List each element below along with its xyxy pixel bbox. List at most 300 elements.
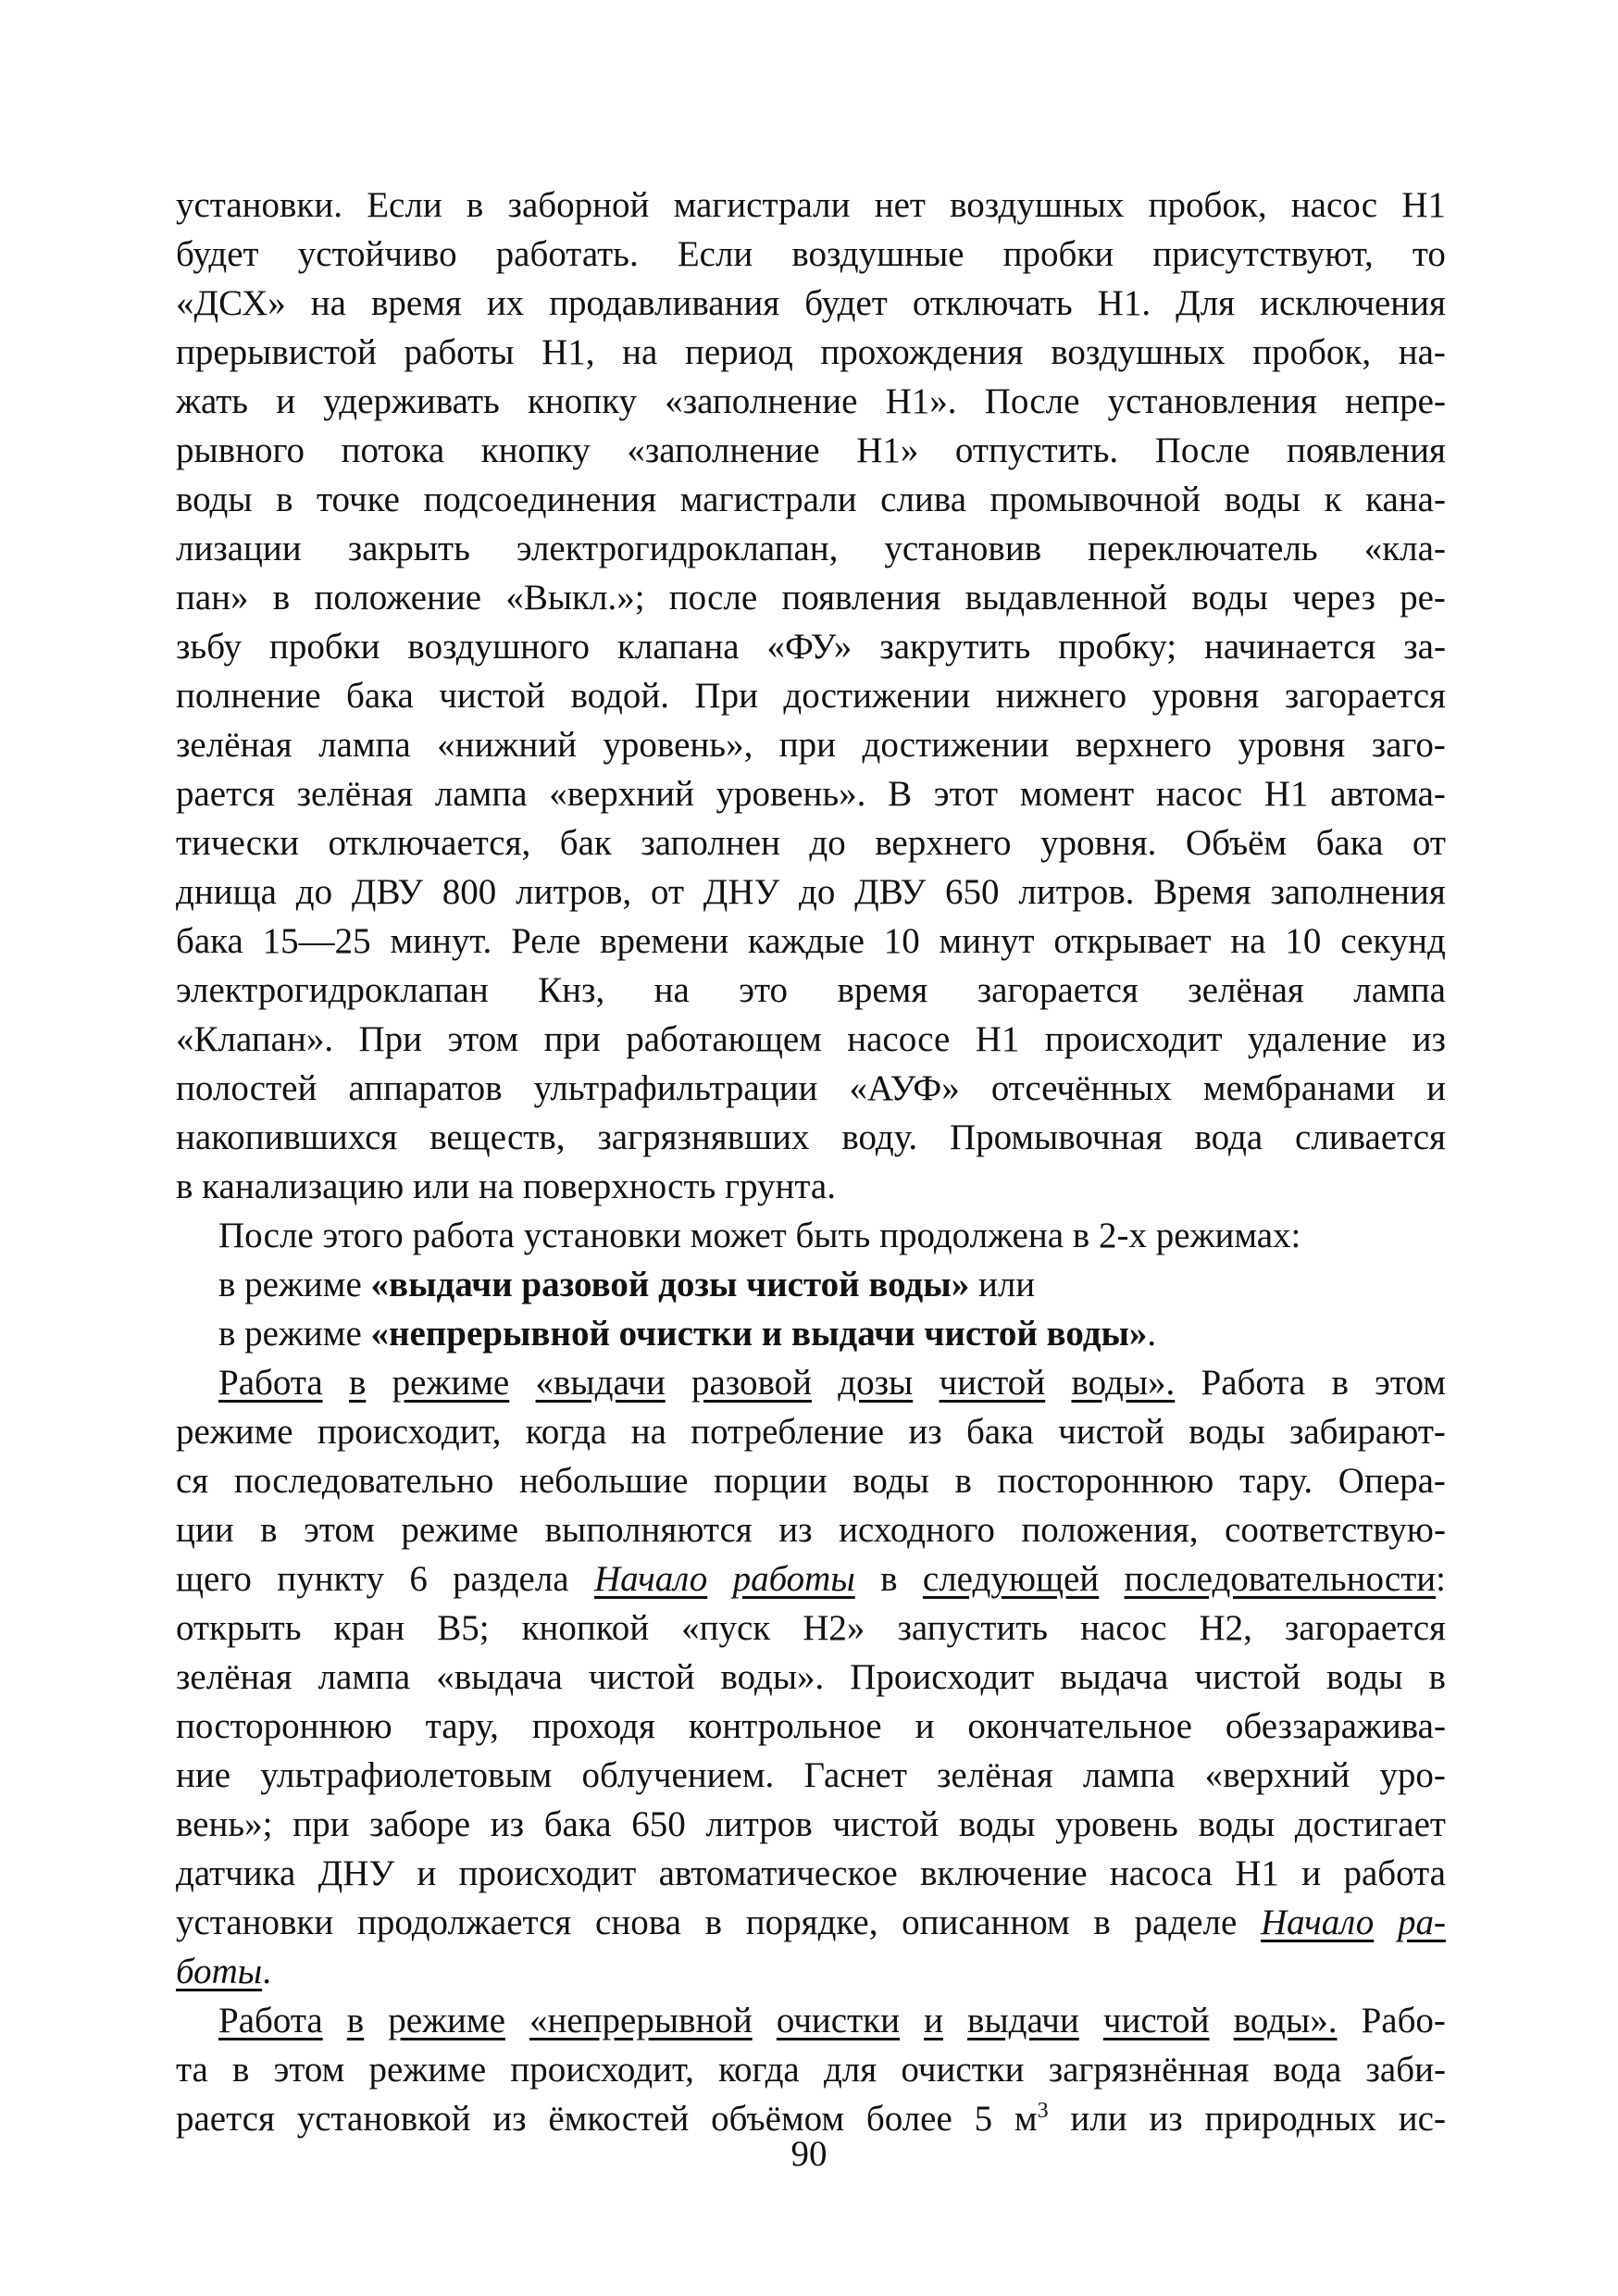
word	[481, 426, 591, 475]
word	[529, 1996, 753, 2045]
word	[1403, 622, 1446, 671]
word	[691, 1407, 884, 1456]
word-part: Опера-	[1338, 1461, 1446, 1501]
word	[791, 230, 964, 279]
word-part: 5	[974, 2099, 993, 2139]
word-part: рывного	[176, 430, 305, 470]
word-part: этот	[933, 774, 999, 814]
word	[538, 966, 604, 1015]
word	[739, 966, 788, 1015]
justified-line	[176, 867, 1446, 917]
word	[176, 2045, 208, 2094]
word	[839, 1505, 995, 1554]
word	[317, 475, 400, 524]
word	[1053, 917, 1211, 966]
word-part: «пуск	[681, 1608, 771, 1648]
word	[298, 230, 457, 279]
word-part: удерживать	[323, 381, 500, 421]
word-part: 6	[409, 1559, 428, 1599]
word-part: уровень».	[716, 774, 866, 814]
word	[641, 818, 780, 867]
word	[176, 181, 342, 230]
word-part: 800	[442, 872, 497, 912]
word-part: электрогидроклапан,	[516, 529, 839, 568]
word	[950, 181, 1124, 230]
word-part: После	[1154, 430, 1251, 470]
word-part: минут.	[390, 921, 492, 961]
word-part: на	[630, 1412, 666, 1452]
word-part: на-	[1398, 332, 1446, 372]
page-number: 90	[790, 2134, 828, 2174]
text-run: .	[262, 1952, 271, 1991]
word-part: тически	[176, 823, 299, 863]
word	[526, 1407, 607, 1456]
word-part: время	[837, 970, 928, 1010]
word	[1204, 622, 1375, 671]
word	[1316, 818, 1384, 867]
word-part: режиме	[401, 1510, 519, 1550]
word-part: «ФУ»	[766, 627, 853, 667]
word	[714, 1456, 827, 1505]
word-part: вода	[1273, 2050, 1342, 2090]
word	[234, 1456, 493, 1505]
word-part: отключать	[912, 283, 1073, 323]
word	[1051, 328, 1225, 377]
word	[1331, 1358, 1348, 1407]
word-part: постороннюю	[997, 1461, 1214, 1501]
word	[824, 2045, 877, 2094]
word-part: когда	[525, 1412, 607, 1452]
justified-line	[176, 1505, 1446, 1554]
word-part: момент	[1019, 774, 1135, 814]
word-part: воды	[958, 1804, 1036, 1844]
word	[176, 671, 321, 720]
word-part: в	[276, 480, 293, 519]
word	[1340, 917, 1446, 966]
word	[176, 377, 248, 426]
word	[311, 279, 346, 328]
word-part: уро-	[1379, 1755, 1446, 1795]
word-part: и	[1301, 1853, 1322, 1893]
word	[689, 1702, 882, 1751]
word	[1191, 573, 1268, 622]
word-part: при	[778, 725, 837, 765]
word	[1080, 1603, 1166, 1653]
word	[705, 1898, 722, 1947]
text-run: в режиме	[218, 1314, 371, 1354]
word-part: подсоединения	[423, 480, 657, 519]
word	[260, 1751, 552, 1800]
word-part: закрутить	[879, 627, 1031, 667]
word	[939, 1358, 1045, 1407]
word-part: на	[310, 283, 346, 323]
word	[600, 917, 728, 966]
word	[407, 622, 590, 671]
word	[659, 1849, 898, 1898]
word-part: от	[650, 872, 684, 912]
word-part: из	[778, 1510, 813, 1550]
justified-line	[176, 1407, 1446, 1456]
word-part: порции	[714, 1461, 828, 1501]
word	[296, 867, 332, 917]
word-part: отключается,	[328, 823, 531, 863]
word	[703, 867, 779, 917]
text-line	[176, 671, 1446, 720]
word	[417, 1849, 436, 1898]
justified-line	[176, 671, 1446, 720]
word	[879, 622, 1030, 671]
word-part: насос	[1290, 185, 1378, 225]
word	[966, 1407, 1034, 1456]
word-part: :	[1436, 1559, 1446, 1599]
word	[1225, 1505, 1446, 1554]
word-part: 3	[1037, 2099, 1049, 2123]
word-part: чистой	[832, 1804, 940, 1844]
word-part: Если	[677, 234, 753, 274]
word	[1058, 1407, 1164, 1456]
word-part: «ДСХ»	[176, 283, 286, 323]
text-line	[176, 1505, 1446, 1554]
word-part: описанном	[902, 1903, 1070, 1942]
word	[369, 2045, 487, 2094]
word-part: присутствуют,	[1152, 234, 1374, 274]
justified-line	[176, 1015, 1446, 1064]
word-part: устойчиво	[297, 234, 457, 274]
word-part: пробок,	[1252, 332, 1372, 372]
justified-line	[176, 1800, 1446, 1849]
word-part: вода	[1194, 1117, 1263, 1157]
word	[176, 1653, 292, 1702]
word-part: литров,	[516, 872, 632, 912]
word	[1270, 867, 1445, 917]
word-part: Н1	[1401, 185, 1446, 225]
word	[358, 1015, 422, 1064]
word	[505, 573, 644, 622]
justified-line	[176, 573, 1446, 622]
word-part: зелёная	[296, 774, 414, 814]
word-part: за-	[1403, 627, 1446, 667]
word-part: в	[272, 578, 291, 618]
word-part: облучением.	[581, 1755, 775, 1795]
word-part: Работа	[218, 1363, 323, 1403]
word-part: природных	[1204, 2099, 1376, 2139]
word-part: то	[1412, 234, 1446, 274]
word-part: В5;	[437, 1608, 490, 1648]
word	[545, 1505, 753, 1554]
word	[517, 524, 838, 573]
word-part: в	[954, 1461, 972, 1501]
justified-line	[176, 1064, 1446, 1113]
word	[1135, 1898, 1238, 1947]
word-part: Н1»	[856, 430, 919, 470]
word-part: работать.	[495, 234, 639, 274]
word-part: до	[809, 823, 846, 863]
word-part: в	[1093, 1903, 1111, 1942]
word	[1198, 1800, 1275, 1849]
justified-line	[176, 1653, 1446, 1702]
text-line	[176, 1898, 1446, 1947]
word	[991, 1064, 1172, 1113]
word-part: исключения	[1260, 283, 1446, 323]
word-part: от	[1412, 823, 1446, 863]
justified-line	[218, 1996, 1446, 2045]
word-part: воды».	[720, 1657, 825, 1697]
word-part: закрыть	[347, 529, 470, 568]
word	[901, 2045, 1024, 2094]
word	[1058, 622, 1176, 671]
word-part: Н1	[1263, 774, 1309, 814]
word-part: веществ,	[429, 1117, 566, 1157]
word	[176, 622, 242, 671]
word-part: Происходит	[850, 1657, 1035, 1697]
word-part: окончательное	[967, 1706, 1192, 1746]
word-part: зелёная	[176, 1657, 292, 1697]
word	[1076, 720, 1212, 769]
word	[1071, 1358, 1175, 1407]
word	[453, 1554, 568, 1603]
word-part: лампа	[317, 1657, 411, 1697]
word	[1153, 867, 1251, 917]
text-line	[176, 1554, 1446, 1603]
word-part: насос	[1155, 774, 1243, 814]
word	[491, 1800, 524, 1849]
word-part: Кнз,	[538, 970, 605, 1010]
word	[965, 573, 1168, 622]
word-part: Работа	[1201, 1363, 1306, 1403]
word	[622, 328, 657, 377]
word	[716, 769, 866, 818]
word-part: ся	[176, 1461, 209, 1501]
word	[297, 769, 414, 818]
word-part: чистой	[588, 1657, 695, 1697]
word-part: промывочной	[989, 480, 1201, 519]
word	[1238, 720, 1346, 769]
word	[369, 1800, 470, 1849]
word-part: пробок,	[1148, 185, 1267, 225]
word	[1285, 1603, 1446, 1653]
word-part: до	[799, 872, 836, 912]
word-part: соответствую-	[1225, 1510, 1446, 1550]
word-part: в	[1331, 1363, 1349, 1403]
word	[781, 573, 940, 622]
word-part: последовательности	[1124, 1559, 1437, 1599]
word-part: на	[653, 970, 690, 1010]
text-line	[176, 426, 1446, 475]
word	[1155, 426, 1251, 475]
word-part: та	[176, 2050, 208, 2090]
word	[176, 1064, 317, 1113]
word-part: «Выкл.»;	[505, 578, 645, 618]
word-part: пункту	[277, 1559, 384, 1599]
word-part: Н1	[1235, 1853, 1279, 1893]
word	[617, 622, 740, 671]
word	[691, 1358, 812, 1407]
word	[1149, 181, 1267, 230]
justified-line	[176, 1849, 1446, 1898]
word	[631, 1407, 666, 1456]
word-part: электрогидроклапан	[176, 970, 489, 1010]
word-part: кана-	[1365, 480, 1446, 519]
word-part: вень»;	[176, 1804, 273, 1844]
word	[176, 426, 305, 475]
word	[1343, 1849, 1445, 1898]
word-part: Н1,	[541, 332, 595, 372]
word	[681, 1603, 770, 1653]
word-part: установив	[884, 529, 1042, 568]
word-part: Объём	[1185, 823, 1288, 863]
word-part: «верхний	[549, 774, 694, 814]
word	[273, 573, 290, 622]
word	[665, 377, 857, 426]
word	[1018, 867, 1134, 917]
word-part: работающем	[626, 1019, 822, 1059]
word-part: ДВУ	[854, 872, 927, 912]
word-part: положения,	[1021, 1510, 1199, 1550]
word	[990, 475, 1201, 524]
word-part: чистой	[1194, 1657, 1301, 1697]
word	[570, 671, 669, 720]
word	[1110, 1849, 1213, 1898]
word	[720, 1653, 824, 1702]
word-part: и	[1426, 1068, 1446, 1108]
word-part: лизации	[176, 529, 302, 568]
text-line	[176, 1996, 1446, 2045]
word-part: и	[276, 381, 296, 421]
justified-line	[176, 181, 1446, 230]
word	[902, 1898, 1070, 1947]
word	[945, 867, 1000, 917]
word	[1040, 818, 1156, 867]
word	[1093, 1898, 1110, 1947]
word	[897, 1603, 1048, 1653]
word-part: кнопку	[480, 430, 591, 470]
word	[367, 181, 442, 230]
text-line	[176, 1064, 1446, 1113]
justified-line	[176, 1554, 1446, 1603]
word	[1049, 2045, 1250, 2094]
word-part: воды	[1224, 480, 1301, 519]
word-part: потребление	[691, 1412, 885, 1452]
word-part: слива	[880, 480, 967, 519]
word	[1326, 1653, 1403, 1702]
word-part: будет	[804, 283, 888, 323]
word	[1287, 426, 1446, 475]
justified-line	[176, 475, 1446, 524]
word	[437, 1603, 489, 1653]
word-part: заго-	[1371, 725, 1446, 765]
word-part: происходит,	[510, 2050, 694, 2090]
word-part: м	[1014, 2099, 1038, 2139]
word	[1285, 917, 1321, 966]
word	[847, 1015, 950, 1064]
word-part: ДНУ	[703, 872, 780, 912]
word-part: в	[704, 1903, 723, 1942]
word-part: работы	[732, 1559, 855, 1599]
word-part: когда	[718, 2050, 800, 2090]
word-part: удаление	[1247, 1019, 1388, 1059]
word	[779, 720, 836, 769]
word-part: ёмкостей	[548, 2099, 690, 2139]
word	[1426, 1064, 1446, 1113]
word-part: магистрали	[673, 185, 851, 225]
word	[1289, 1407, 1446, 1456]
word	[1186, 818, 1287, 867]
word	[748, 917, 865, 966]
word-part: пан»	[176, 578, 249, 618]
word-part: 650	[631, 1804, 686, 1844]
word	[317, 1407, 502, 1456]
word	[783, 671, 970, 720]
word	[967, 1702, 1192, 1751]
word-part: «кла-	[1363, 529, 1446, 568]
word-part: Начало	[593, 1559, 708, 1599]
word-part: для	[823, 2050, 877, 2090]
word-part: продолжается	[356, 1903, 572, 1942]
text-line	[176, 524, 1446, 573]
word	[595, 1898, 681, 1947]
word-part: полнение	[176, 676, 321, 716]
word-part: «выдачи	[535, 1363, 666, 1403]
word	[940, 917, 1035, 966]
text-line	[176, 720, 1446, 769]
word-part: их	[486, 283, 525, 323]
word-part: появления	[1286, 430, 1446, 470]
word	[176, 1407, 293, 1456]
word-part: выдавленной	[965, 578, 1168, 618]
word-part: загорается	[977, 970, 1139, 1010]
word-part: переключатель	[1088, 529, 1318, 568]
word-part: Н1	[975, 1019, 1020, 1059]
word	[176, 279, 286, 328]
word	[837, 966, 927, 1015]
styled-text: «непрерывной очистки и выдачи чистой воды»	[370, 1314, 1148, 1354]
word-part: заполнения	[1270, 872, 1446, 912]
word	[1201, 1358, 1306, 1407]
word-part: пробки	[1002, 234, 1114, 274]
word-part: отпустить.	[954, 430, 1119, 470]
word	[597, 1113, 809, 1162]
word-part: воды	[1198, 1804, 1276, 1844]
justified-line	[176, 1702, 1446, 1751]
word-part: автоматическое	[658, 1853, 898, 1893]
text-line	[176, 867, 1446, 917]
word-part: точке	[317, 480, 400, 519]
justified-line	[218, 1358, 1446, 1407]
word-part: Промывочная	[949, 1117, 1163, 1157]
word	[549, 279, 779, 328]
word	[348, 524, 470, 573]
word	[276, 475, 292, 524]
word	[401, 1505, 518, 1554]
text-line	[176, 230, 1446, 279]
word	[832, 1800, 939, 1849]
word	[1152, 671, 1260, 720]
word	[1372, 720, 1446, 769]
word	[875, 181, 926, 230]
word-part: Н1.	[1097, 283, 1151, 323]
word	[1325, 475, 1342, 524]
word-part: открывает	[1053, 921, 1212, 961]
word	[1205, 1751, 1350, 1800]
word	[804, 279, 888, 328]
word-part: Для	[1176, 283, 1236, 323]
word	[841, 1113, 917, 1162]
word-part: из	[908, 1412, 942, 1452]
word	[292, 1800, 349, 1849]
word-part: воды».	[1233, 2001, 1338, 2040]
word-part: После	[984, 381, 1080, 421]
word-part: 650	[945, 872, 1000, 912]
